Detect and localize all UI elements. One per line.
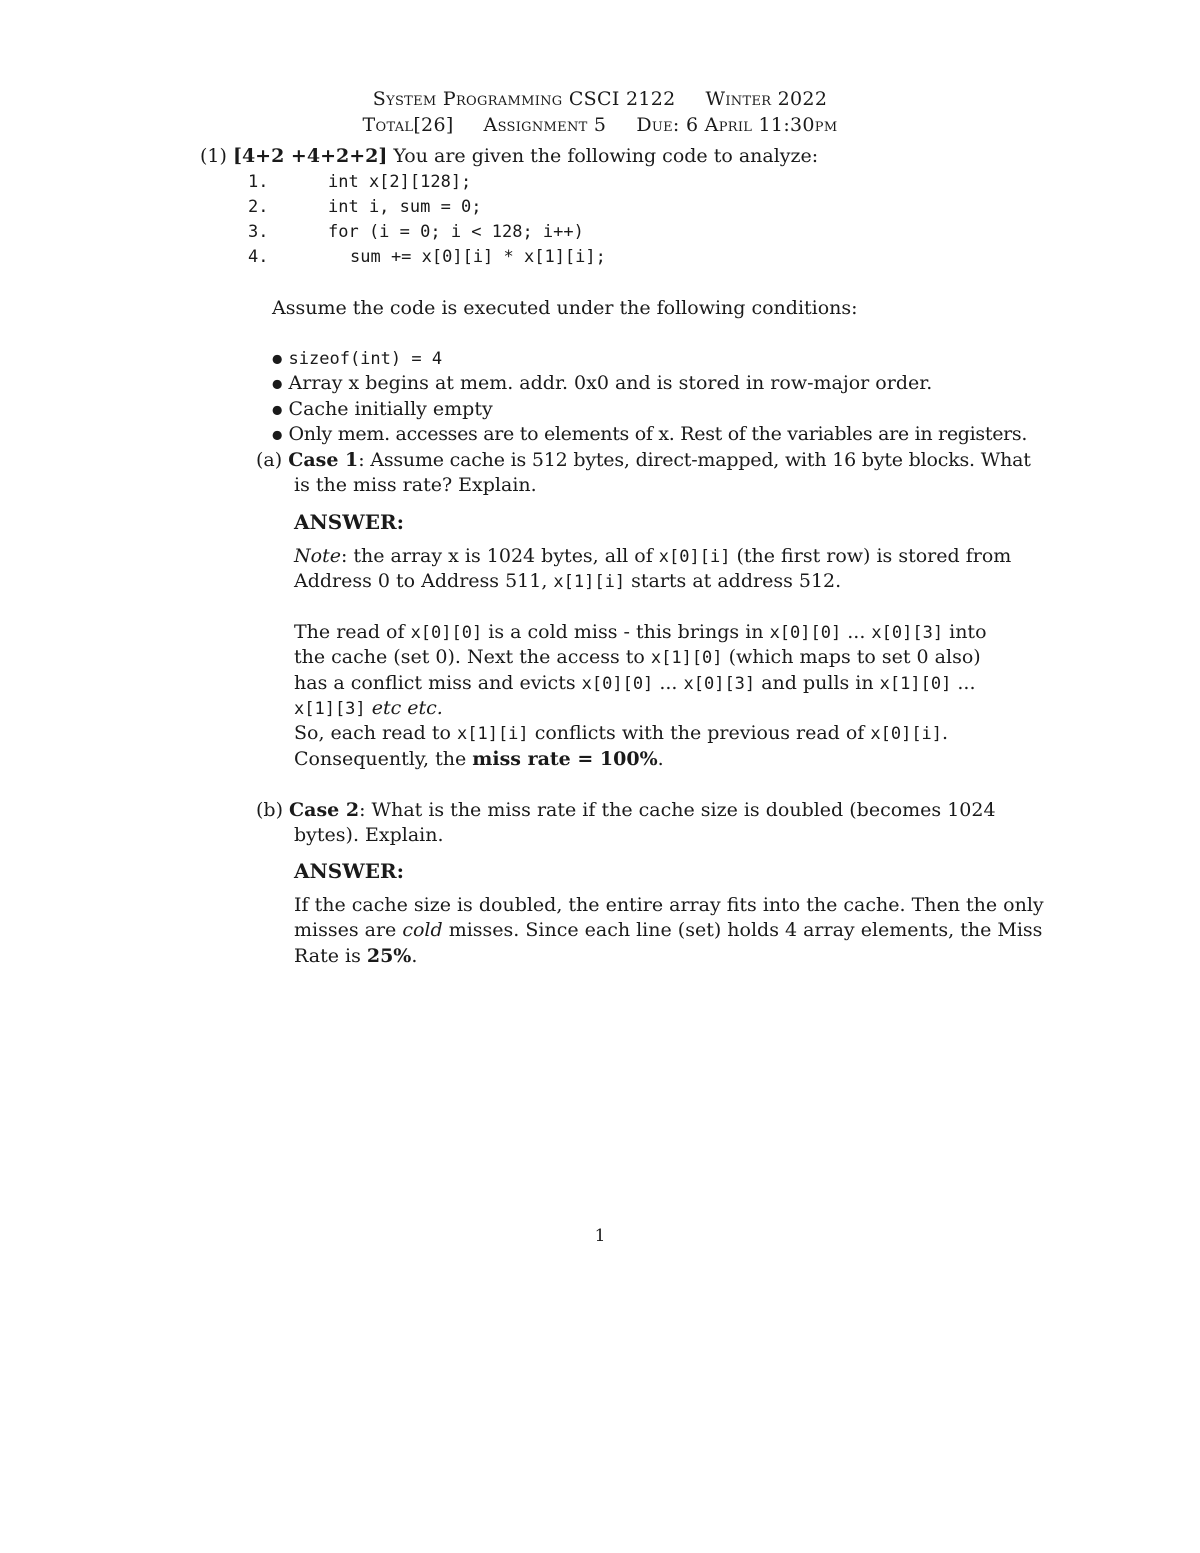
code-line-text: int i, sum = 0;	[328, 197, 482, 217]
question-number: (1)	[200, 145, 227, 167]
part-a-label: (a)	[256, 449, 283, 471]
answer-a-line-5: So, each read to x[1][i] conflicts with the previous read of x[0][i].	[294, 722, 949, 744]
part-b-question-line-2: bytes). Explain.	[294, 824, 444, 846]
answer-b-line-3: Rate is 25%.	[294, 945, 418, 967]
page-number: 1	[594, 1226, 606, 1246]
condition-item: ● Array x begins at mem. addr. 0x0 and is stored in row-major order.	[272, 372, 933, 394]
question-1-heading	[200, 144, 818, 169]
assume-text: Assume the code is executed under the following conditions:	[272, 297, 858, 319]
answer-a-line-4: x[1][3] etc etc.	[294, 697, 443, 719]
case-2-label: Case 2	[289, 799, 360, 821]
part-a-question-line-1: (a) Case 1: Assume cache is 512 bytes, direct-mapped, with 16 byte blocks. What	[256, 449, 1031, 471]
part-b-label: (b)	[256, 799, 283, 821]
part-a-answer-label: ANSWER:	[294, 510, 404, 534]
note-label: Note	[294, 545, 341, 567]
condition-item: ● Only mem. accesses are to elements of x. Rest of the variables are in registers.	[272, 423, 1028, 445]
condition-item: ● Cache initially empty	[272, 398, 493, 420]
due-date: Due: 6 April 11:30pm	[636, 114, 838, 136]
question-prompt: You are given the following code to analyze:	[393, 145, 819, 167]
answer-b-line-1: If the cache size is doubled, the entire array fits into the cache. Then the only	[294, 894, 1044, 916]
note-line-2: Address 0 to Address 511, x[1][i] starts at address 512.	[294, 570, 842, 592]
note-line-1: Note: the array x is 1024 bytes, all of x[0][i] (the first row) is stored from	[294, 545, 1012, 567]
answer-a-line-1: The read of x[0][0] is a cold miss - this brings in x[0][0] ... x[0][3] into	[294, 621, 987, 643]
part-a-question-line-2: is the miss rate? Explain.	[294, 474, 537, 496]
condition-item: ● sizeof(int) = 4	[272, 349, 443, 369]
question-marks: [4+2 +4+2+2]	[232, 145, 388, 167]
code-line-num: 1.	[248, 172, 269, 192]
part-b-answer-label: ANSWER:	[294, 859, 404, 883]
answer-a-line-6: Consequently, the miss rate = 100%.	[294, 748, 664, 770]
code-line-text: sum += x[0][i] * x[1][i];	[350, 247, 606, 267]
total-marks: Total[26]	[362, 114, 454, 136]
answer-a-line-3: has a conflict miss and evicts x[0][0] ... x[0][3] and pulls in x[1][0] ...	[294, 672, 976, 694]
part-b-question-line-1: (b) Case 2: What is the miss rate if the cache size is doubled (becomes 1024	[256, 799, 996, 821]
code-line-text: int x[2][128];	[328, 172, 472, 192]
answer-a-line-2: the cache (set 0). Next the access to x[1][0] (which maps to set 0 also)	[294, 646, 981, 668]
course-title: System Programming CSCI 2122	[372, 88, 676, 110]
answer-b-line-2: misses are cold misses. Since each line (set) holds 4 array elements, the Miss	[294, 919, 1043, 941]
code-line-num: 3.	[248, 222, 269, 242]
code-line-num: 2.	[248, 197, 269, 217]
miss-rate-result: miss rate = 100%	[472, 748, 658, 770]
header-line-2	[0, 114, 1200, 136]
header-line-1	[0, 88, 1200, 110]
case-1-label: Case 1	[288, 449, 359, 471]
term: Winter 2022	[705, 88, 828, 110]
code-line-num: 4.	[248, 247, 269, 267]
assignment-number: Assignment 5	[483, 114, 607, 136]
code-line-text: for (i = 0; i < 128; i++)	[328, 222, 584, 242]
